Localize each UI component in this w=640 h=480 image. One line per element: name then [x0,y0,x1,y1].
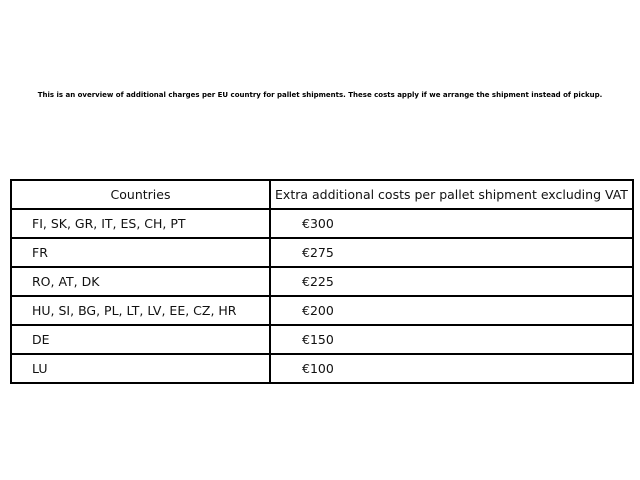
countries-cell: FI, SK, GR, IT, ES, CH, PT [11,209,270,238]
cost-cell: €150 [270,325,633,354]
table-caption: This is an overview of additional charges per EU country for pallet shipments. These costs apply if we arrange the shipment instead of pickup. [37,91,603,99]
cost-cell: €200 [270,296,633,325]
countries-cell: HU, SI, BG, PL, LT, LV, EE, CZ, HR [11,296,270,325]
table-row [11,296,633,325]
cost-cell: €275 [270,238,633,267]
cost-cell: €225 [270,267,633,296]
table-row [11,238,633,267]
table-row [11,267,633,296]
cost-cell: €300 [270,209,633,238]
table-header-row [11,180,633,209]
countries-column-header: Countries [11,180,270,209]
countries-cell: DE [11,325,270,354]
table-row [11,354,633,383]
countries-cell: LU [11,354,270,383]
table-row [11,209,633,238]
table-row [11,325,633,354]
countries-cell: RO, AT, DK [11,267,270,296]
shipping-costs-table [10,179,634,384]
cost-cell: €100 [270,354,633,383]
costs-column-header: Extra additional costs per pallet shipment excluding VAT [270,180,633,209]
countries-cell: FR [11,238,270,267]
